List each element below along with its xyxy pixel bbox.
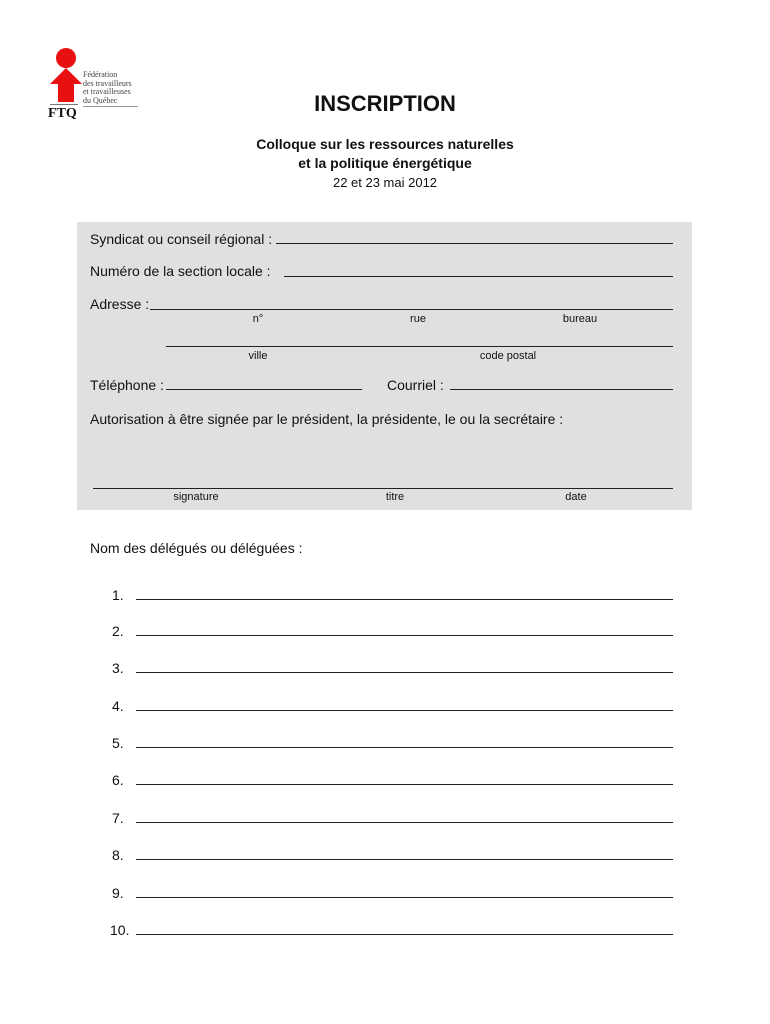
no-label: n°: [252, 313, 264, 325]
bureau-label: bureau: [562, 313, 598, 325]
delegate-number: 10.: [110, 922, 130, 938]
signature-label: signature: [173, 491, 219, 503]
ville-field[interactable]: [166, 346, 673, 347]
delegate-name-field[interactable]: [136, 784, 673, 785]
delegate-number: 3.: [112, 660, 124, 676]
delegate-number: 7.: [112, 810, 124, 826]
numero-field[interactable]: [284, 276, 673, 277]
delegate-name-field[interactable]: [136, 822, 673, 823]
delegate-number: 2.: [112, 623, 124, 639]
date-label: date: [565, 491, 587, 503]
subtitle-2: et la politique énergétique: [298, 155, 472, 171]
delegate-number: 1.: [112, 587, 124, 603]
numero-label: Numéro de la section locale :: [90, 263, 271, 279]
courriel-field[interactable]: [450, 389, 673, 390]
ville-label: ville: [248, 350, 268, 362]
telephone-field[interactable]: [166, 389, 362, 390]
logo-figure-icon: [48, 46, 84, 104]
delegates-label: Nom des délégués ou déléguées :: [90, 540, 303, 556]
rue-label: rue: [410, 313, 426, 325]
titre-label: titre: [385, 491, 405, 503]
event-date: 22 et 23 mai 2012: [332, 175, 438, 190]
delegate-name-field[interactable]: [136, 672, 673, 673]
delegate-number: 9.: [112, 885, 124, 901]
logo-acronym: FTQ: [48, 106, 77, 121]
delegate-name-field[interactable]: [136, 635, 673, 636]
telephone-label: Téléphone :: [90, 377, 164, 393]
delegate-name-field[interactable]: [136, 710, 673, 711]
delegate-number: 5.: [112, 735, 124, 751]
delegate-name-field[interactable]: [136, 747, 673, 748]
syndicat-field[interactable]: [276, 243, 673, 244]
code-postal-label: code postal: [479, 350, 537, 362]
signature-field[interactable]: [93, 488, 673, 489]
delegate-name-field[interactable]: [136, 859, 673, 860]
adresse-field[interactable]: [150, 309, 673, 310]
syndicat-label: Syndicat ou conseil régional :: [90, 231, 273, 247]
delegate-number: 4.: [112, 698, 124, 714]
delegate-name-field[interactable]: [136, 934, 673, 935]
page-title: INSCRIPTION: [314, 91, 456, 116]
logo-text: Fédération des travailleurs et travailleuses du Québec: [83, 70, 132, 105]
delegate-name-field[interactable]: [136, 599, 673, 600]
delegate-name-field[interactable]: [136, 897, 673, 898]
delegate-number: 6.: [112, 772, 124, 788]
subtitle-1: Colloque sur les ressources naturelles: [256, 136, 514, 152]
autorisation-label: Autorisation à être signée par le président, la présidente, le ou la secrétaire :: [90, 411, 564, 427]
courriel-label: Courriel :: [387, 377, 444, 393]
delegate-number: 8.: [112, 847, 124, 863]
adresse-label: Adresse :: [90, 296, 150, 312]
